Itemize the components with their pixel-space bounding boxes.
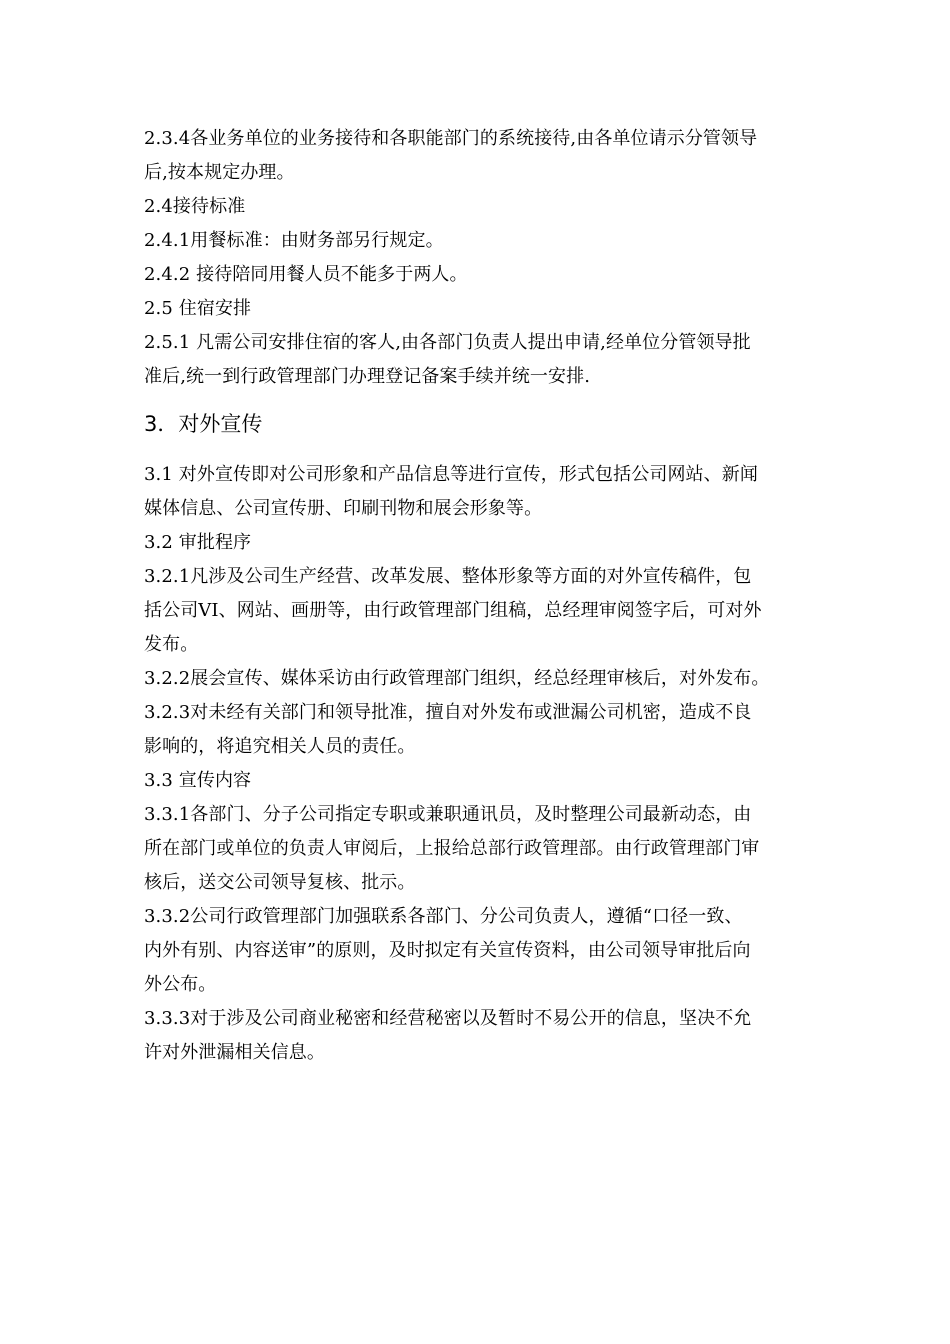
text-line: 3.3 宣传内容 xyxy=(144,770,252,791)
text-line: 所在部门或单位的负责人审阅后，上报给总部行政管理部。由行政管理部门审 xyxy=(144,838,760,859)
text-line: 发布。 xyxy=(144,634,199,655)
text-line: 3.3.1各部门、分子公司指定专职或兼职通讯员，及时整理公司最新动态，由 xyxy=(144,804,752,825)
text-line: 3.3.3对于涉及公司商业秘密和经营秘密以及暂时不易公开的信息，坚决不允 xyxy=(144,1008,752,1029)
text-line: 后,按本规定办理。 xyxy=(144,162,295,183)
text-line: 3.3.2公司行政管理部门加强联系各部门、分公司负责人，遵循“口径一致、 xyxy=(144,906,743,927)
text-line: 2.5.1 凡需公司安排住宿的客人,由各部门负责人提出申请,经单位分管领导批 xyxy=(144,332,751,353)
text-line: 2.4.2 接待陪同用餐人员不能多于两人。 xyxy=(144,264,468,285)
text-line: 外公布。 xyxy=(144,974,217,995)
text-line: 影响的，将追究相关人员的责任。 xyxy=(144,736,416,757)
text-line: 媒体信息、公司宣传册、印刷刊物和展会形象等。 xyxy=(144,498,543,519)
text-line: 2.4接待标准 xyxy=(144,196,246,217)
text-line: 3.1 对外宣传即对公司形象和产品信息等进行宣传，形式包括公司网站、新闻 xyxy=(144,464,758,485)
text-line: 3.2.2展会宣传、媒体采访由行政管理部门组织，经总经理审核后，对外发布。 xyxy=(144,668,770,689)
text-line: 2.5 住宿安排 xyxy=(144,298,252,319)
text-line: 3.2 审批程序 xyxy=(144,532,252,553)
document-body xyxy=(144,122,809,1070)
text-line: 准后,统一到行政管理部门办理登记备案手续并统一安排. xyxy=(144,366,591,387)
text-line: 括公司VI、网站、画册等，由行政管理部门组稿，总经理审阅签字后，可对外 xyxy=(144,600,762,621)
text-line: 3.2.1凡涉及公司生产经营、改革发展、整体形象等方面的对外宣传稿件，包 xyxy=(144,566,752,587)
section-heading: 3．对外宣传 xyxy=(144,412,263,436)
text-line: 2.4.1用餐标准：由财务部另行规定。 xyxy=(144,230,444,251)
text-line: 核后，送交公司领导复核、批示。 xyxy=(144,872,416,893)
text-line: 内外有别、内容送审”的原则，及时拟定有关宣传资料，由公司领导审批后向 xyxy=(144,940,751,961)
text-line: 2.3.4各业务单位的业务接待和各职能部门的系统接待,由各单位请示分管领导 xyxy=(144,128,758,149)
text-line: 3.2.3对未经有关部门和领导批准，擅自对外发布或泄漏公司机密，造成不良 xyxy=(144,702,752,723)
text-line: 许对外泄漏相关信息。 xyxy=(144,1042,325,1063)
